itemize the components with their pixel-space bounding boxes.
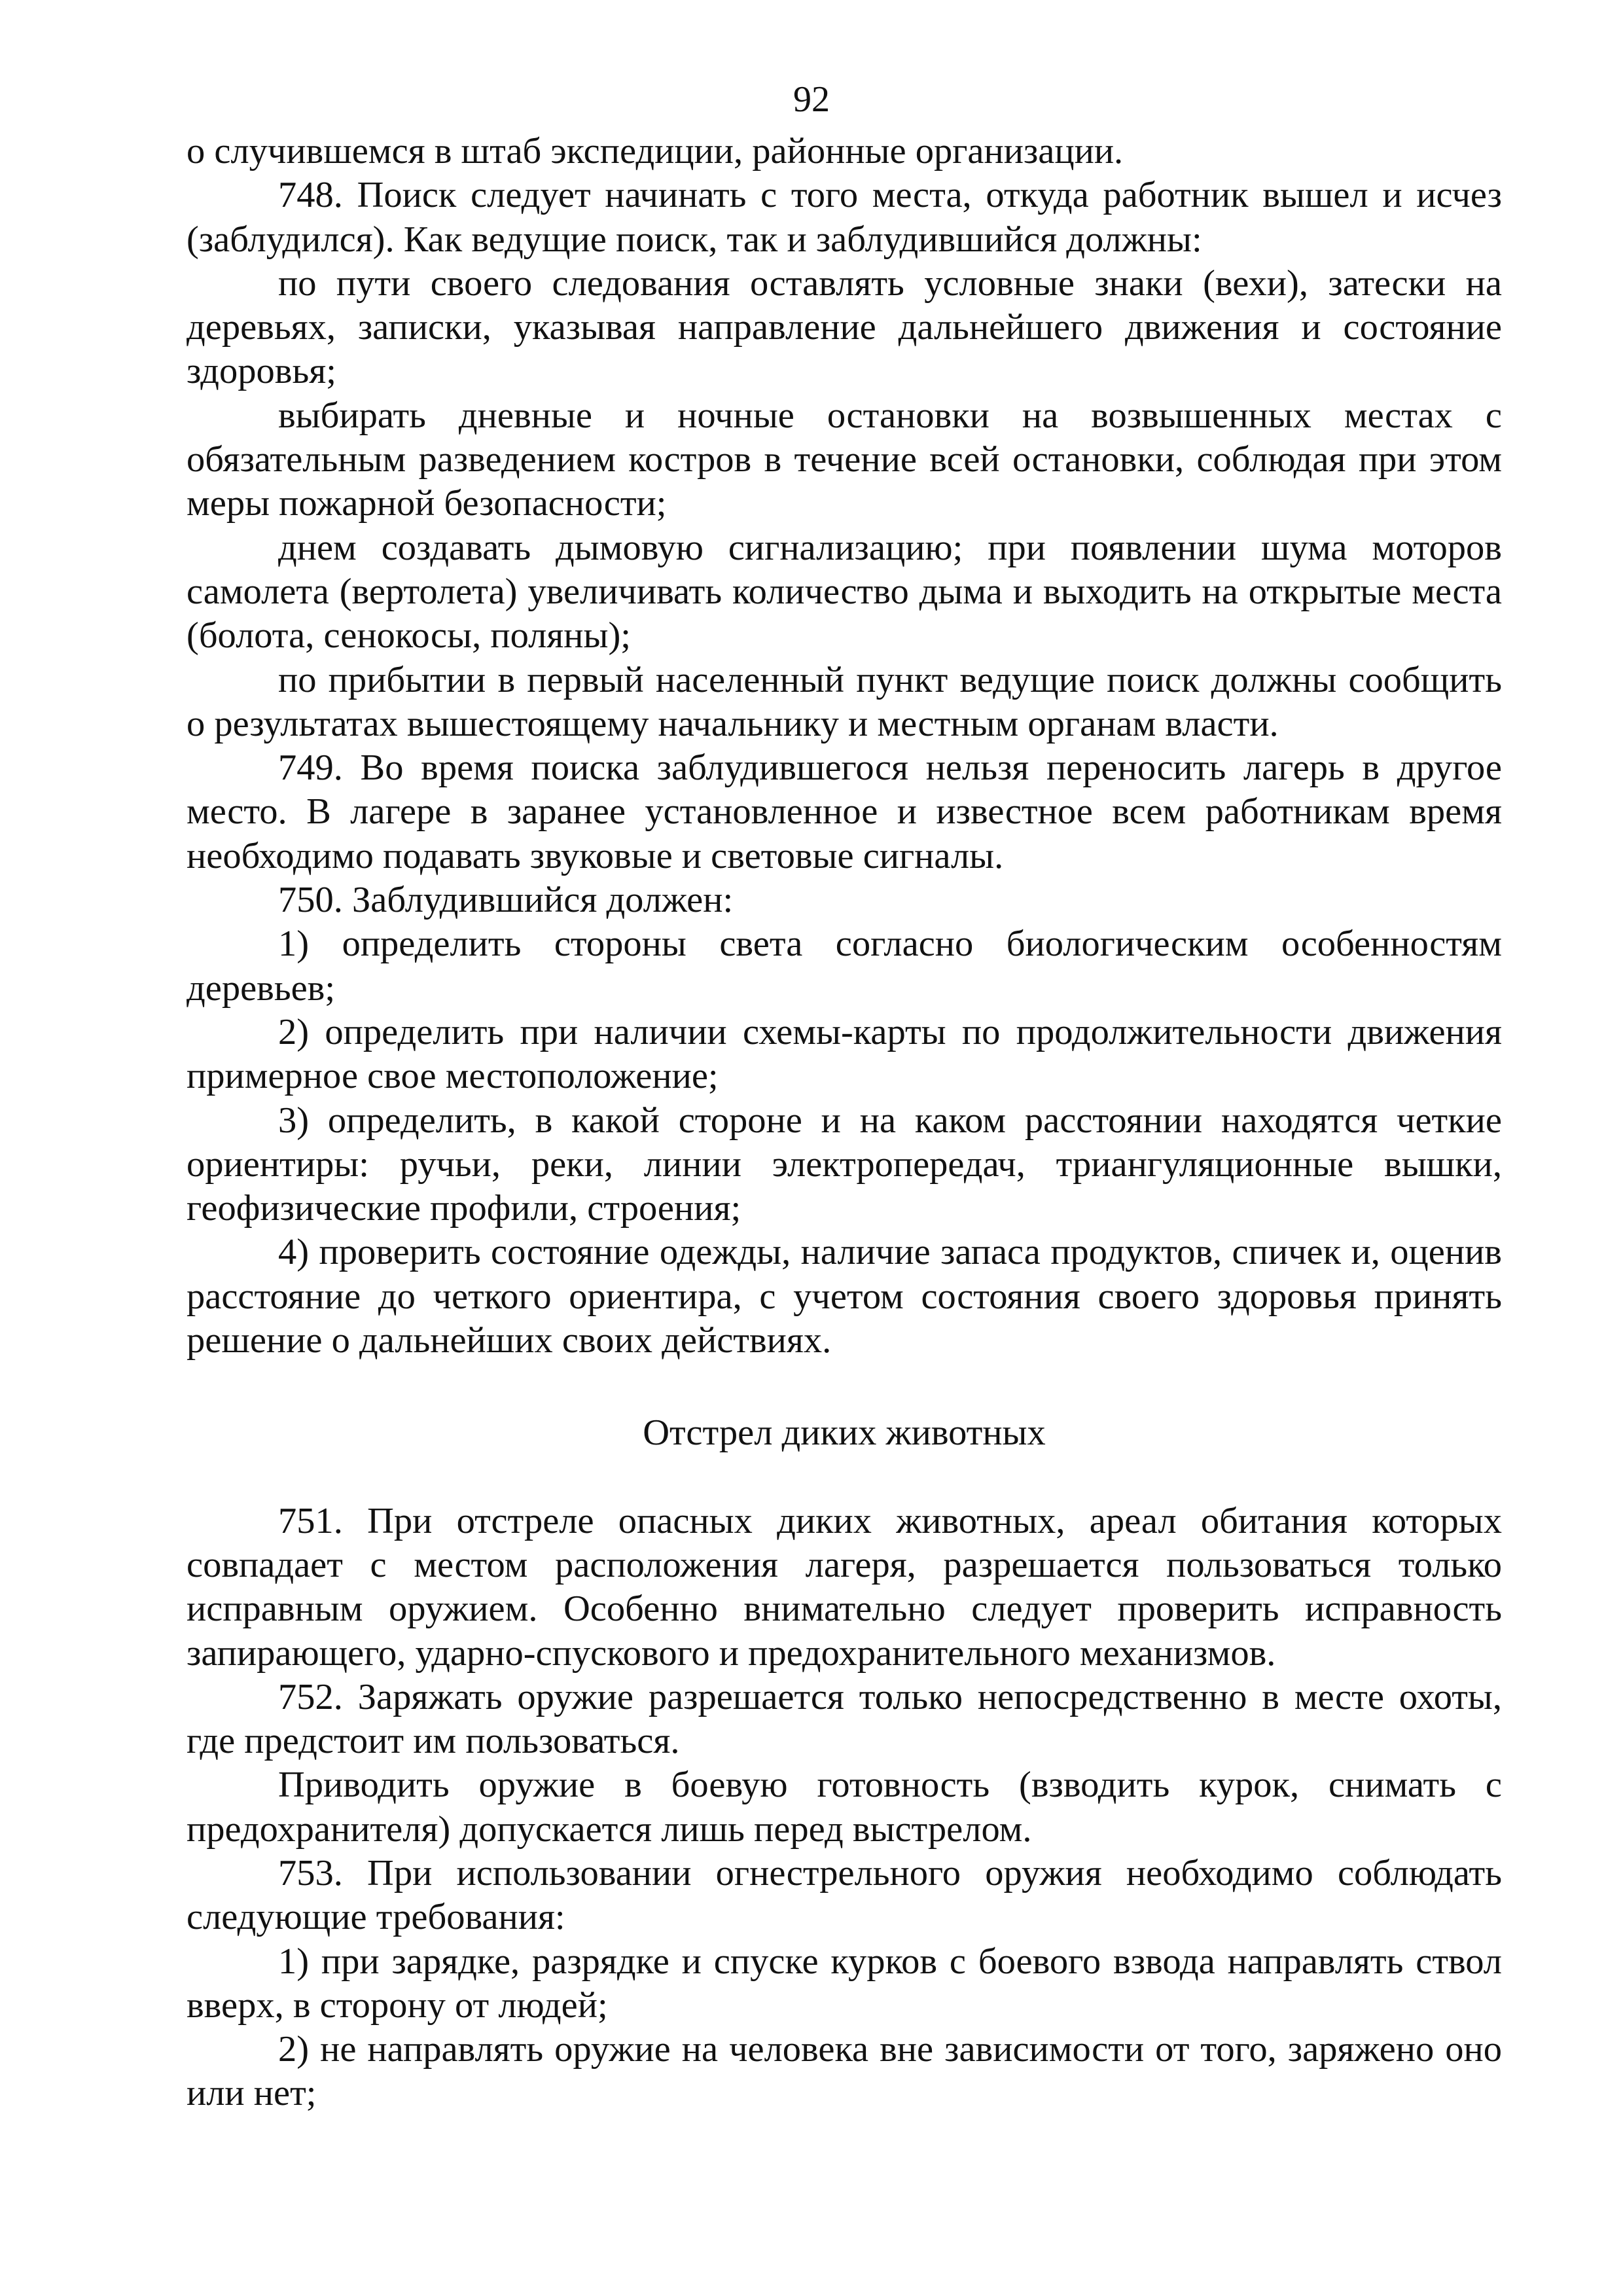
paragraph-750-item-1: 1) определить стороны света согласно биологическим особенностям деревьев; — [187, 924, 1502, 1009]
section-heading: Отстрел диких животных — [643, 1412, 1046, 1454]
paragraph-751: 751. При отстреле опасных диких животных, ареал обитания которых совпадает с местом расположения лагеря, разрешается пользоваться только исправным оружием. Особенно внимательно следует проверить исправность запирающего, ударно-спускового и предохранительного механизмов. — [187, 1500, 1502, 1674]
paragraph-748-item-stops: выбирать дневные и ночные остановки на возвышенных местах с обязательным разведением костров в течение всей остановки, соблюдая при этом меры пожарной безопасности; — [187, 395, 1502, 524]
paragraph-753-item-2: 2) не направлять оружие на человека вне зависимости от того, заряжено оно или нет; — [187, 2029, 1502, 2114]
paragraph-750-item-4: 4) проверить состояние одежды, наличие запаса продуктов, спичек и, оценив расстояние до четкого ориентира, с учетом состояния своего здоровья принять решение о дальнейших своих действиях. — [187, 1232, 1502, 1361]
paragraph-750-item-2: 2) определить при наличии схемы-карты по продолжительности движения примерное свое местоположение; — [187, 1011, 1502, 1097]
paragraph-752: 752. Заряжать оружие разрешается только непосредственно в месте охоты, где предстоит им пользоваться. — [187, 1676, 1502, 1762]
paragraph-752-continuation: Приводить оружие в боевую готовность (взводить курок, снимать с предохранителя) допускается лишь перед выстрелом. — [187, 1765, 1502, 1850]
paragraph-748-item-report: по прибытии в первый населенный пункт ведущие поиск должны сообщить о результатах вышестоящему начальнику и местным органам власти. — [187, 659, 1502, 744]
document-body — [187, 130, 1502, 2116]
paragraph-753: 753. При использовании огнестрельного оружия необходимо соблюдать следующие требования: — [187, 1852, 1502, 1938]
paragraph-748: 748. Поиск следует начинать с того места, откуда работник вышел и исчез (заблудился). Как ведущие поиск, так и заблудившийся должны: — [187, 175, 1502, 260]
paragraph-753-item-1: 1) при зарядке, разрядке и спуске курков с боевого взвода направлять ствол вверх, в сторону от людей; — [187, 1941, 1502, 2026]
paragraph-748-item-signs: по пути своего следования оставлять условные знаки (вехи), затески на деревьях, записки, указывая направление дальнейшего движения и состояние здоровья; — [187, 262, 1502, 392]
paragraph-continuation: о случившемся в штаб экспедиции, районные организации. — [187, 131, 1124, 171]
paragraph-748-item-smoke: днем создавать дымовую сигнализацию; при появлении шума моторов самолета (вертолета) увеличивать количество дыма и выходить на открытые места (болота, сенокосы, поляны); — [187, 527, 1502, 656]
paragraph-749: 749. Во время поиска заблудившегося нельзя переносить лагерь в другое место. В лагере в заранее установленное и известное всем работникам время необходимо подавать звуковые и световые сигналы. — [187, 747, 1502, 876]
paragraph-750: 750. Заблудившийся должен: — [278, 880, 734, 921]
paragraph-750-item-3: 3) определить, в какой стороне и на каком расстоянии находятся четкие ориентиры: ручьи, реки, линии электропередач, триангуляционные вышки, геофизические профили, строения; — [187, 1100, 1502, 1229]
page-number: 92 — [793, 79, 830, 120]
